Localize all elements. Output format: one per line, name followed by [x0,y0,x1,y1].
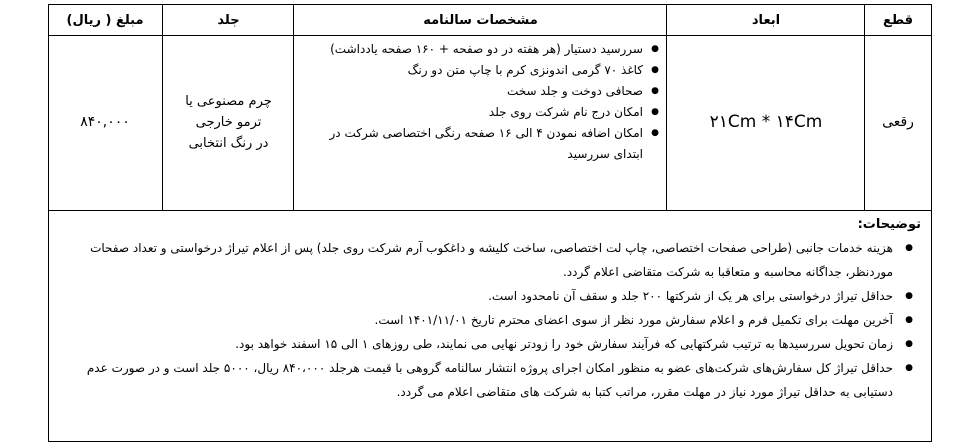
spec-item: ● کاغذ ۷۰ گرمی اندونزی کرم با چاپ متن دو رنگ [300,60,659,81]
table-row [49,35,931,211]
column-divider [864,35,865,210]
dimensions-cell [667,35,865,210]
column-divider [162,5,163,35]
price-cell [47,35,163,210]
price-table [48,4,932,442]
note-item: ● هزینه خدمات جانبی (طراحی صفحات اختصاصی، چاپ لت اختصاصی، ساخت کلیشه و داغکوب آرم شرکت روی جلد) پس از اعلام تیراژ درخواستی و تعداد صفحات موردنظر، جداگانه محاسبه و متعاقبا به شرکت متقاضی اعلام گردد. [63,236,921,284]
header-binding: جلد [217,12,240,28]
table-header-row [49,5,931,36]
notes-title: توضیحات: [857,217,921,232]
spec-item: ● امکان درج نام شرکت روی جلد [300,102,659,123]
spec-item: ● صحافی دوخت و جلد سخت [300,81,659,102]
header-dimensions: ابعاد [751,12,781,28]
binding-cell [163,35,294,210]
column-divider [666,5,667,35]
column-divider [293,35,294,210]
note-item: ● آخرین مهلت برای تکمیل فرم و اعلام سفارش مورد نظر از سوی اعضای محترم تاریخ ۱۴۰۱/۱۱/۰۱ است. [63,308,921,332]
note-item: ● زمان تحویل سررسیدها به ترتیب شرکتهایی که فرآیند سفارش خود را زودتر نهایی می نمایند، طی روزهای ۱ الی ۱۵ اسفند خواهد بود. [63,332,921,356]
spec-item: ● سررسید دستیار (هر هفته در دو صفحه + ۱۶۰ صفحه یادداشت) [300,39,659,60]
notes-section [49,210,931,441]
column-divider [666,35,667,210]
binding-line: چرم مصنوعی یا [185,94,272,109]
binding-line: ترمو خارجی [195,115,262,130]
binding-line: در رنگ انتخابی [188,136,269,151]
header-specs: مشخصات سالنامه [423,12,538,28]
note-item: ● حداقل تیراژ کل سفارش‌های شرکت‌های عضو به منظور امکان اجرای پروژه انتشار سالنامه گروهی با قیمت هرجلد ۸۴۰،۰۰۰ ریال، ۵۰۰۰ جلد است و در صورت عدم دستیابی به حداقل تیراژ مورد نیاز در مهلت مقرر، مراتب کتبا به شرکت های متقاضی اعلام می گردد. [63,356,921,404]
column-divider [293,5,294,35]
header-size: قطع [882,12,914,28]
column-divider [162,35,163,210]
specs-cell [294,35,667,210]
spec-item: ● امکان اضافه نمودن ۴ الی ۱۶ صفحه رنگی اختصاصی شرکت در ابتدای سررسید [300,123,659,165]
price-value: ۸۴۰,۰۰۰ [80,114,130,130]
note-item: ● حداقل تیراژ درخواستی برای هر یک از شرکتها ۲۰۰ جلد و سقف آن نامحدود است. [63,284,921,308]
size-cell: رقعی [882,114,914,130]
dimensions-value: ۲۱Cm * ۱۴Cm [709,112,823,132]
column-divider [864,5,865,35]
specs-list [300,39,659,165]
notes-list [63,236,921,404]
header-price: مبلغ ( ریال) [66,12,144,28]
